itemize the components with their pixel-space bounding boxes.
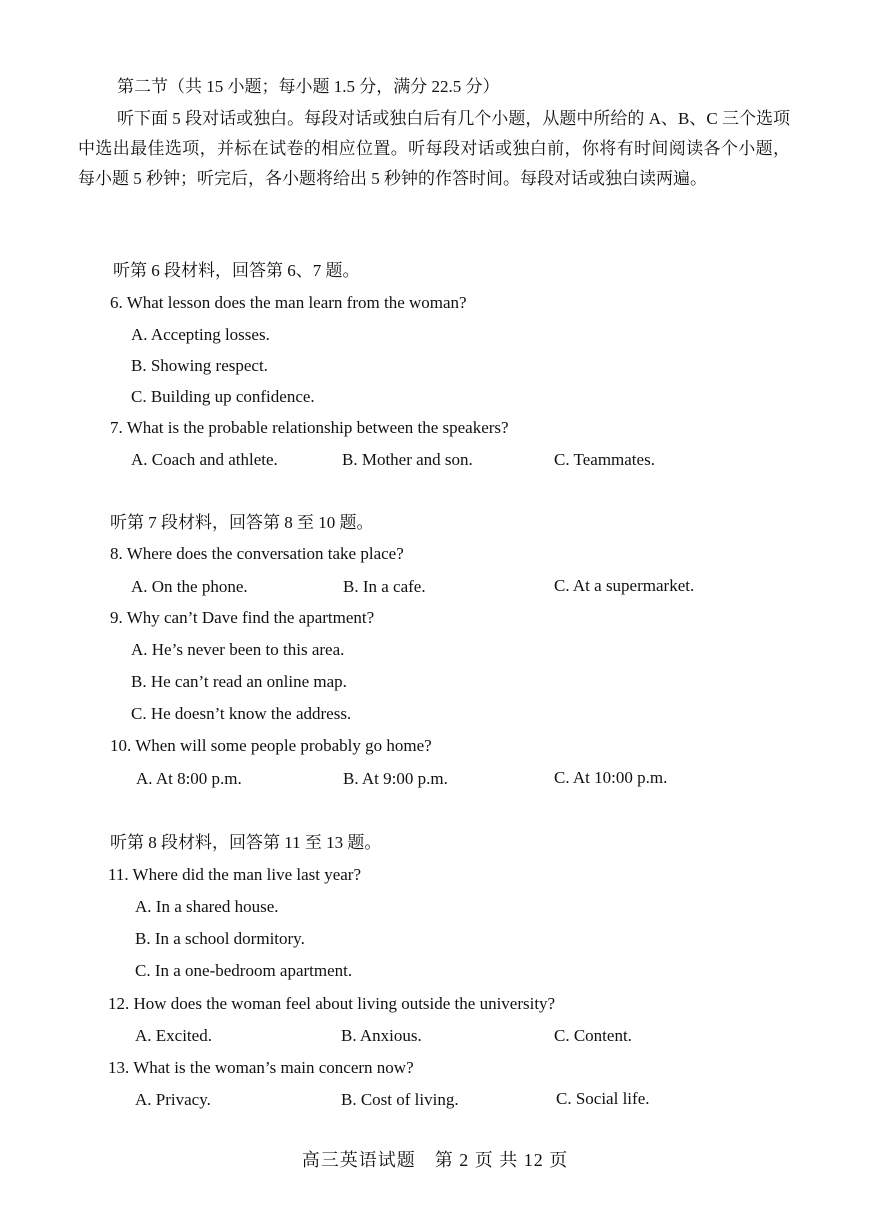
question-stem: 13. What is the woman’s main concern now? xyxy=(108,1058,414,1077)
answer-option: B. Cost of living. xyxy=(341,1090,459,1109)
question-stem: 11. Where did the man live last year? xyxy=(108,865,362,884)
section-instructions: 听下面 5 段对话或独白。每段对话或独白后有几个小题，从题中所给的 A、B、C 三个选项中选出最佳选项，并标在试卷的相应位置。听每段对话或独白前，你将有时间阅读各个小题，每小题 5 秒钟；听完后，各小题将给出 5 秒钟的作答时间。每段对话或独白读两遍。 xyxy=(78,109,790,188)
answer-option: B. Showing respect. xyxy=(131,356,268,375)
answer-option: A. Accepting losses. xyxy=(131,325,270,344)
section-heading: 第二节（共 15 小题；每小题 1.5 分，满分 22.5 分） xyxy=(117,77,500,96)
answer-option: B. Mother and son. xyxy=(342,450,473,469)
answer-option: B. Anxious. xyxy=(341,1026,422,1045)
group-header: 听第 6 段材料，回答第 6、7 题。 xyxy=(113,261,360,280)
group-header: 听第 8 段材料，回答第 11 至 13 题。 xyxy=(110,833,382,852)
answer-option: A. On the phone. xyxy=(131,577,248,596)
question-stem: 7. What is the probable relationship between the speakers? xyxy=(110,418,509,437)
answer-option: C. Content. xyxy=(554,1026,632,1045)
question-stem: 12. How does the woman feel about living outside the university? xyxy=(108,994,556,1013)
answer-option: B. He can’t read an online map. xyxy=(131,672,347,691)
page-footer: 高三英语试题 第 2 页 共 12 页 xyxy=(301,1150,569,1170)
answer-option: C. At a supermarket. xyxy=(554,576,695,595)
answer-option: C. Social life. xyxy=(556,1089,650,1108)
answer-option: A. Excited. xyxy=(135,1026,212,1045)
answer-option: C. At 10:00 p.m. xyxy=(554,768,668,787)
answer-option: A. At 8:00 p.m. xyxy=(136,769,242,788)
answer-option: B. In a cafe. xyxy=(343,577,426,596)
answer-option: B. At 9:00 p.m. xyxy=(343,769,448,788)
question-stem: 10. When will some people probably go home? xyxy=(110,736,432,755)
answer-option: A. Coach and athlete. xyxy=(131,450,278,469)
answer-option: C. In a one-bedroom apartment. xyxy=(135,961,353,980)
question-stem: 9. Why can’t Dave find the apartment? xyxy=(110,608,375,627)
answer-option: C. Building up confidence. xyxy=(131,387,315,406)
answer-option: A. In a shared house. xyxy=(135,897,279,916)
answer-option: C. Teammates. xyxy=(554,450,655,469)
group-header: 听第 7 段材料，回答第 8 至 10 题。 xyxy=(110,513,374,532)
answer-option: B. In a school dormitory. xyxy=(135,929,305,948)
question-stem: 8. Where does the conversation take place? xyxy=(110,544,404,563)
answer-option: A. Privacy. xyxy=(135,1090,211,1109)
answer-option: C. He doesn’t know the address. xyxy=(131,704,352,723)
question-stem: 6. What lesson does the man learn from the woman? xyxy=(110,293,467,312)
answer-option: A. He’s never been to this area. xyxy=(131,640,345,659)
